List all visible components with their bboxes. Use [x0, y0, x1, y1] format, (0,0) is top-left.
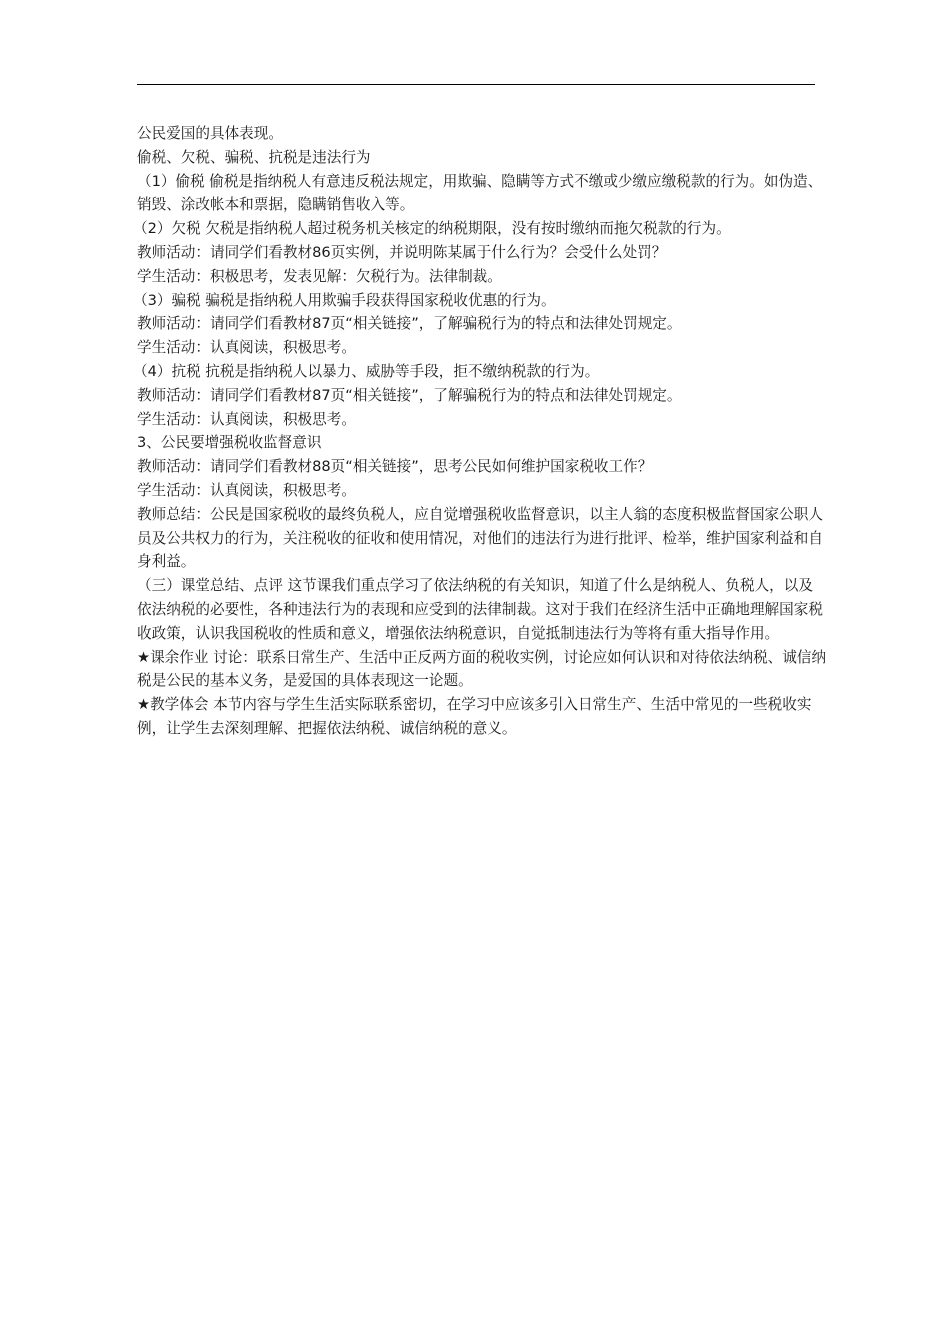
- header-rule: [137, 84, 815, 85]
- document-body: [133, 122, 827, 741]
- paragraph-14: 教师活动：请同学们看教材88页“相关链接”，思考公民如何维护国家税收工作？: [137, 458, 653, 476]
- paragraph-3: （1）偷税 偷税是指纳税人有意违反税法规定，用欺骗、隐瞒等方式不缴或少缴应缴税款的行为。如伪造、销毁、涂改帐本和票据，隐瞒销售收入等。: [137, 172, 823, 214]
- paragraph-8: 教师活动：请同学们看教材87页“相关链接”，了解骗税行为的特点和法律处罚规定。: [137, 315, 682, 333]
- paragraph-6: 学生活动：积极思考，发表见解：欠税行为。法律制裁。: [137, 267, 502, 285]
- paragraph-16: 教师总结：公民是国家税收的最终负税人，应自觉增强税收监督意识，以主人翁的态度积极监督国家公职人员及公共权力的行为，关注税收的征收和使用情况，对他们的违法行为进行批评、检举，维护国家利益和自身利益。: [137, 505, 823, 571]
- paragraph-19: ★教学体会 本节内容与学生生活实际联系密切，在学习中应该多引入日常生产、生活中常见的一些税收实例，让学生去深刻理解、把握依法纳税、诚信纳税的意义。: [137, 696, 812, 737]
- paragraph-12: 学生活动：认真阅读，积极思考。: [137, 410, 356, 428]
- paragraph-11: 教师活动：请同学们看教材87页“相关链接”，了解骗税行为的特点和法律处罚规定。: [137, 386, 682, 404]
- paragraph-15: 学生活动：认真阅读，积极思考。: [137, 481, 356, 499]
- section-heading: 3、公民要增强税收监督意识: [137, 434, 322, 452]
- paragraph-4: （2）欠税 欠税是指纳税人超过税务机关核定的纳税期限，没有按时缴纳而拖欠税款的行为。: [133, 220, 731, 238]
- paragraph-10: （4）抗税 抗税是指纳税人以暴力、威胁等手段，拒不缴纳税款的行为。: [133, 362, 600, 380]
- paragraph-9: 学生活动：认真阅读，积极思考。: [137, 339, 356, 357]
- paragraph-17: （三）课堂总结、点评 这节课我们重点学习了依法纳税的有关知识，知道了什么是纳税人、负税人，以及依法纳税的必要性，各种违法行为的表现和应受到的法律制裁。这对于我们在经济生活中正确地理解国家税收政策，认识我国税收的性质和意义，增强依法纳税意识，自觉抵制违法行为等将有重大指导作用。: [137, 577, 823, 642]
- paragraph-1: 公民爱国的具体表现。: [137, 125, 283, 142]
- paragraph-18: ★课余作业 讨论：联系日常生产、生活中正反两方面的税收实例，讨论应如何认识和对待依法纳税、诚信纳税是公民的基本义务，是爱国的具体表现这一论题。: [137, 648, 827, 690]
- paragraph-5: 教师活动：请同学们看教材86页实例，并说明陈某属于什么行为？会受什么处罚？: [137, 243, 667, 261]
- paragraph-7: （3）骗税 骗税是指纳税人用欺骗手段获得国家税收优惠的行为。: [133, 291, 556, 309]
- paragraph-2: 偷税、欠税、骗税、抗税是违法行为: [137, 148, 371, 166]
